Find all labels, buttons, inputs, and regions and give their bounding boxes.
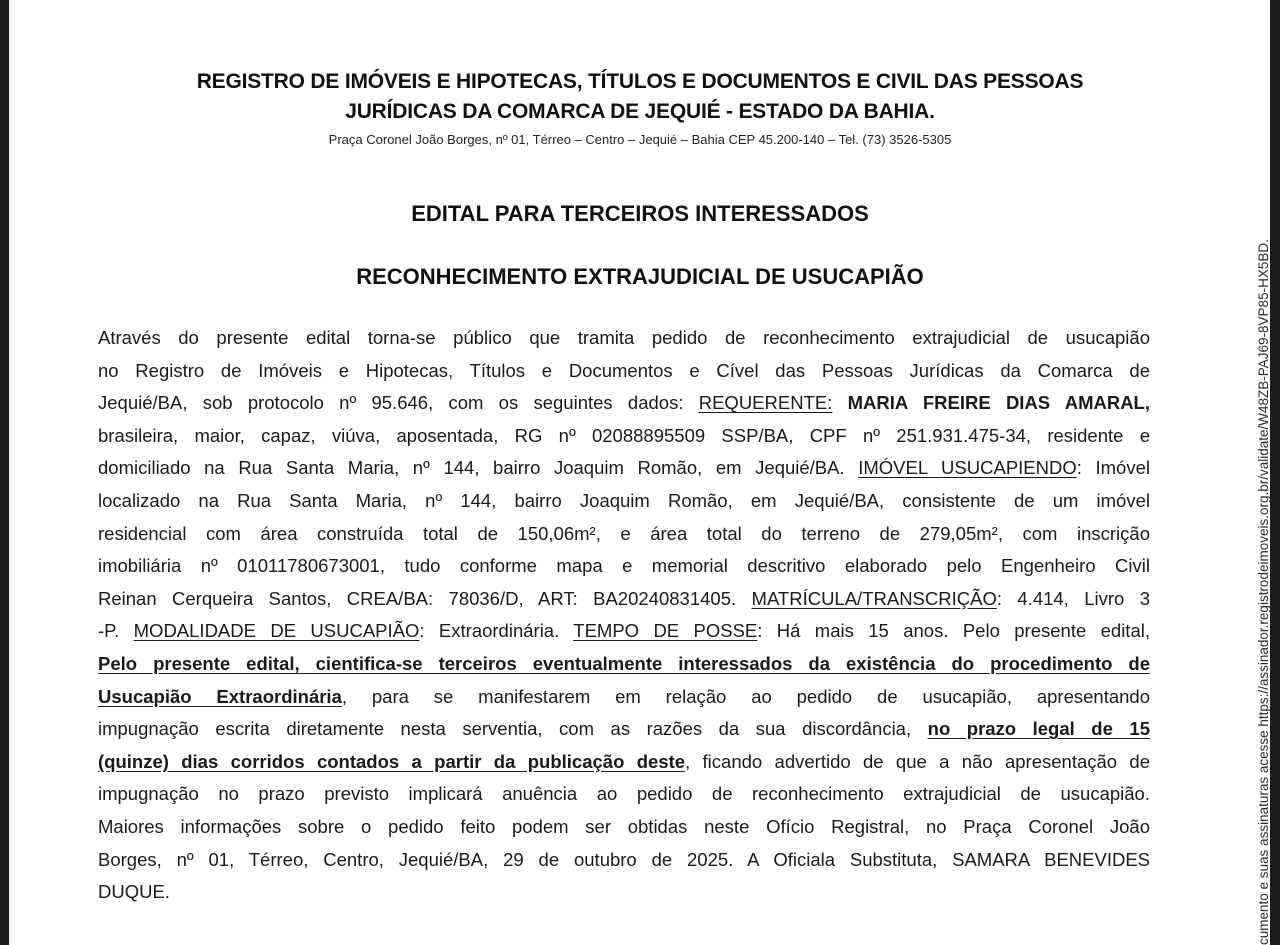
body-text-span: : 4.414, Livro 3: [996, 587, 1151, 609]
body-text-span: impugnação escrita diretamente nesta serventia, com as razões da sua discordância,: [98, 718, 928, 740]
requerente-name: MARIA FREIRE DIAS AMARAL,: [847, 392, 1151, 414]
registry-name-line-2: JURÍDICAS DA COMARCA DE JEQUIÉ - ESTADO DA BAHIA.: [345, 100, 935, 123]
body-text-span: Reinan Cerqueira Santos, CREA/BA: 78036/D, ART: BA20240831405.: [98, 587, 752, 609]
body-line: impugnação no prazo previsto implicará anuência ao pedido de reconhecimento extrajudicial de usucapião.: [98, 783, 1150, 805]
body-text-span: : Extraordinária.: [419, 620, 574, 642]
body-line-emphasis: Pelo presente edital, cientifica-se terceiros eventualmente interessados da existência do procedimento de: [98, 652, 1150, 674]
body-line: brasileira, maior, capaz, viúva, aposentada, RG nº 02088895509 SSP/BA, CPF nº 251.931.475-34, residente e: [98, 424, 1150, 446]
body-text-span: domiciliado na Rua Santa Maria, nº 144, bairro Joaquim Romão, em Jequié/BA.: [98, 457, 859, 479]
signature-validation-note: cumento e suas assinaturas acesse https://assinador.registrodeimoveis.org.br/validate/W48ZB-PAJ69-8VP85-HX5BD.: [1256, 239, 1271, 945]
body-line: Maiores informações sobre o pedido feito podem ser obtidas neste Ofício Registral, no Praça Coronel João: [98, 815, 1150, 837]
body-line: Através do presente edital torna-se público que tramita pedido de reconhecimento extrajudicial de usucapião: [98, 327, 1150, 348]
registry-name-line-1: REGISTRO DE IMÓVEIS E HIPOTECAS, TÍTULOS E DOCUMENTOS E CIVIL DAS PESSOAS: [196, 70, 1084, 93]
body-line: residencial com área construída total de 150,06m², e área total do terreno de 279,05m², com inscrição: [98, 522, 1150, 544]
tempo-posse-label: TEMPO DE POSSE: [573, 620, 758, 642]
body-line: imobiliária nº 01011780673001, tudo conforme mapa e memorial descritivo elaborado pelo Engenheiro Civil: [98, 555, 1150, 577]
registry-address: Praça Coronel João Borges, nº 01, Térreo – Centro – Jequié – Bahia CEP 45.200-140 – Tel. (73) 3526-5305: [328, 132, 952, 147]
edital-subtitle: RECONHECIMENTO EXTRAJUDICIAL DE USUCAPIÃO: [356, 264, 924, 289]
body-text-span: -P.: [98, 620, 134, 642]
prazo-emphasis-cont: (quinze) dias corridos contados a partir da publicação deste: [98, 750, 686, 772]
prazo-emphasis: no prazo legal de 15: [927, 718, 1151, 740]
body-line: Borges, nº 01, Térreo, Centro, Jequié/BA, 29 de outubro de 2025. A Oficiala Substituta, SAMARA BENEVIDES: [98, 848, 1150, 870]
edital-title: EDITAL PARA TERCEIROS INTERESSADOS: [411, 201, 869, 226]
modalidade-label: MODALIDADE DE USUCAPIÃO: [133, 620, 420, 642]
body-text-span: : Imóvel: [1076, 457, 1150, 479]
body-line: no Registro de Imóveis e Hipotecas, Títulos e Documentos e Cível das Pessoas Jurídicas da Comarca de: [98, 359, 1150, 381]
matricula-label: MATRÍCULA/TRANSCRIÇÃO: [751, 587, 997, 609]
body-text-span: , para se manifestarem em relação ao pedido de usucapião, apresentando: [341, 685, 1150, 707]
body-line: localizado na Rua Santa Maria, nº 144, bairro Joaquim Romão, em Jequié/BA, consistente de um imóvel: [98, 489, 1150, 511]
body-text-span: : Há mais 15 anos. Pelo presente edital,: [757, 620, 1150, 642]
usucapiao-type-emphasis: Usucapião Extraordinária: [98, 685, 342, 707]
imovel-label: IMÓVEL USUCAPIENDO: [858, 457, 1077, 479]
body-text-span: Jequié/BA, sob protocolo nº 95.646, com os seguintes dados:: [98, 392, 699, 414]
body-line: DUQUE.: [98, 881, 170, 903]
body-text-span: , ficando advertido de que a não apresentação de: [685, 750, 1151, 772]
requerente-label: REQUERENTE:: [698, 392, 833, 414]
